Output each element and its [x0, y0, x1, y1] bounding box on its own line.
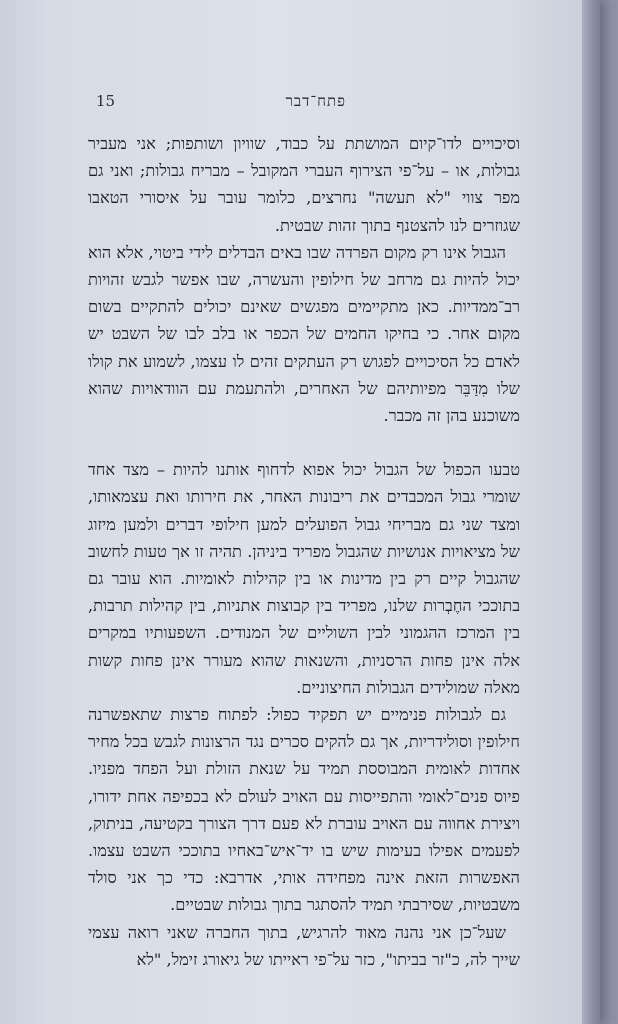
- body-text: [88, 130, 520, 973]
- paragraph-4: גם לגבולות פנימיים יש תפקיד כפול: לפתוח פרצות שתאפשרנה חילופין וסולידריות, אך גם להקים סכרים נגד הרצונות לגבש בכל מחיר אחדות לאומית המבוססת תמיד על שנאת הזולת ועל הפחד מפניו. פיוס פנים־לאומי והתפייסות עם האויב לעולם לא בכפיפה אחת ידורו, ויצירת אחווה עם האויב עוברת לא פעם דרך הצורך בקטיעה, בניתוק, לפעמים אפילו בעימות שיש בו יד־איש־באחיו בתוככי השבט עצמו. האפשרות הזאת אינה מפחידה אותי, אדרבא: כדי כך אני סולד משבטיות, שסירבתי תמיד להסתגר בתוך גבולות שבטיים.: [88, 705, 520, 915]
- page-header: [96, 92, 516, 114]
- page-edge: [582, 0, 600, 1024]
- paragraph-2: הגבול אינו רק מקום הפרדה שבו באים הבדלים לידי ביטוי, אלא הוא יכול להיות גם מרחב של חילופין והעשרה, שבו אפשר לגבש זהויות רב־ממדיות. כאן מתקיימים מפגשים שאינם יכולים להתקיים בשום מקום אחר. כי בחיקו החמים של הכפר או בלב לבו של השבט יש לאדם כל הסיכויים לפגוש רק העתקים זהים לו עצמו, לשמוע את קולו שלו מִדַּבֵּר מפיותיהם של האחרים, ולהתעמת עם הוודאויות שהוא משוכנע בהן זה מכבר.: [88, 242, 520, 426]
- running-title: פתח־דבר: [285, 92, 346, 110]
- page-number: 15: [96, 92, 116, 110]
- paragraph-5: שעל־כן אני נהנה מאוד להרגיש, בתוך החברה שאני רואה עצמי שייך לה, כ"זר בביתו", כזר על־פי ראייתו של גיאורג זימל, "לא: [88, 922, 520, 969]
- paragraph-1: וסיכויים לדו־קיום המושתת על כבוד, שוויון ושותפות; אני מעביר גבולות, או – על־פי הצירוף העברי המקובל – מבריח גבולות; ואני גם מפר צווי "לא תעשה" נחרצים, כלומר עובר על איסורי הטאבו שגוזרים לנו להצטנף בתוך זהות שבטית.: [88, 134, 520, 235]
- paragraph-3: טבעו הכפול של הגבול יכול אפוא לדחוף אותנו להיות – מצד אחד שומרי גבול המכבדים את ריבונות האחר, את חירותו ואת עצמאותו, ומצד שני גם מבריחי גבול הפועלים למען חילופי דברים ולמען מיזוג של מציאויות אנושיות שהגבול מפריד ביניהן. תהיה זו אך טעות לחשוב שהגבול קיים רק בין מדינות או בין קהילות לאומיות. הוא עובר גם בתוככי החֶבְרות שלנו, מפריד בין קבוצות אתניות, בין קהילות תרבות, בין המרכז ההגמוני לבין השוליים של המנודים. השפעותיו במקרים אלה אינן פחות הרסניות, והשנאות שהוא מעורר אינן פחות קשות מאלה שמולידים הגבולות החיצוניים.: [88, 460, 520, 697]
